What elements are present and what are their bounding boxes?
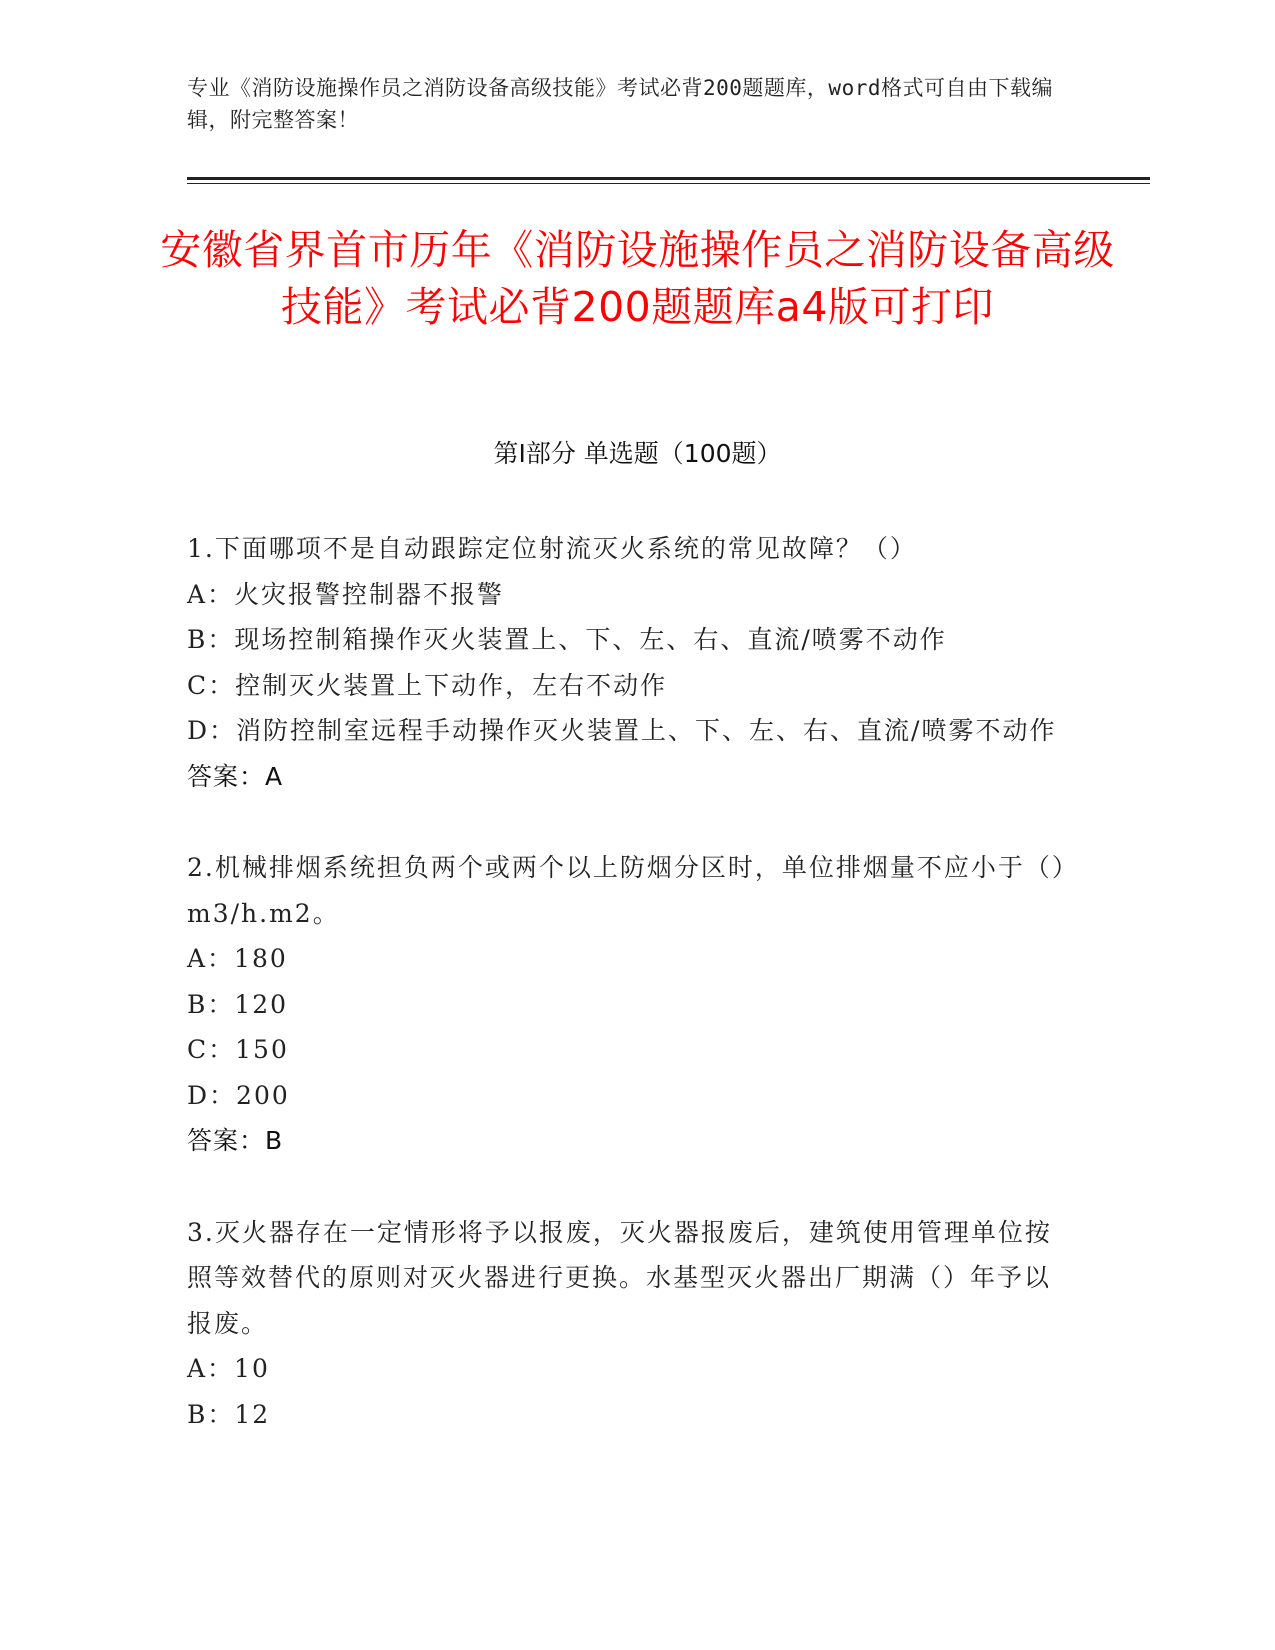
option-a: A：10 (187, 1354, 270, 1383)
option-a: A：180 (187, 944, 288, 973)
option-b: B：现场控制箱操作灭火装置上、下、左、右、直流/喷雾不动作 (187, 625, 947, 654)
question-stem: 1.下面哪项不是自动跟踪定位射流灭火系统的常见故障？（） (187, 534, 917, 563)
question-list (187, 526, 1067, 1483)
header-rule-thick (187, 177, 1150, 180)
question-3 (187, 1210, 1067, 1438)
answer-line: 答案：A (187, 761, 284, 791)
answer-line: 答案：B (187, 1126, 284, 1155)
option-c: C：150 (187, 1035, 289, 1064)
document-title: 安徽省界首市历年《消防设施操作员之消防设备高级技能》考试必背200题题库a4版可打印 (160, 226, 1115, 331)
option-d: D：200 (187, 1080, 290, 1110)
option-b: B：12 (187, 1399, 271, 1429)
option-c: C：控制灭火装置上下动作，左右不动作 (187, 670, 668, 700)
option-d: D：消防控制室远程手动操作灭火装置上、下、左、右、直流/喷雾不动作 (187, 716, 1057, 745)
question-2 (187, 845, 1067, 1164)
section-heading: 第I部分 单选题（100题） (493, 439, 782, 468)
header-note: 专业《消防设施操作员之消防设备高级技能》考试必背200题题库，word格式可自由下载编辑，附完整答案！ (187, 76, 1053, 132)
question-stem: 3.灭火器存在一定情形将予以报废，灭火器报废后，建筑使用管理单位按照等效替代的原则对灭火器进行更换。水基型灭火器出厂期满（）年予以报废。 (187, 1217, 1052, 1338)
question-stem: 2.机械排烟系统担负两个或两个以上防烟分区时，单位排烟量不应小于（）m3/h.m2。 (187, 853, 1067, 928)
option-b: B：120 (187, 989, 289, 1019)
option-a: A：火灾报警控制器不报警 (187, 579, 505, 609)
question-1 (187, 526, 1067, 799)
header-rule-thin (187, 183, 1150, 184)
